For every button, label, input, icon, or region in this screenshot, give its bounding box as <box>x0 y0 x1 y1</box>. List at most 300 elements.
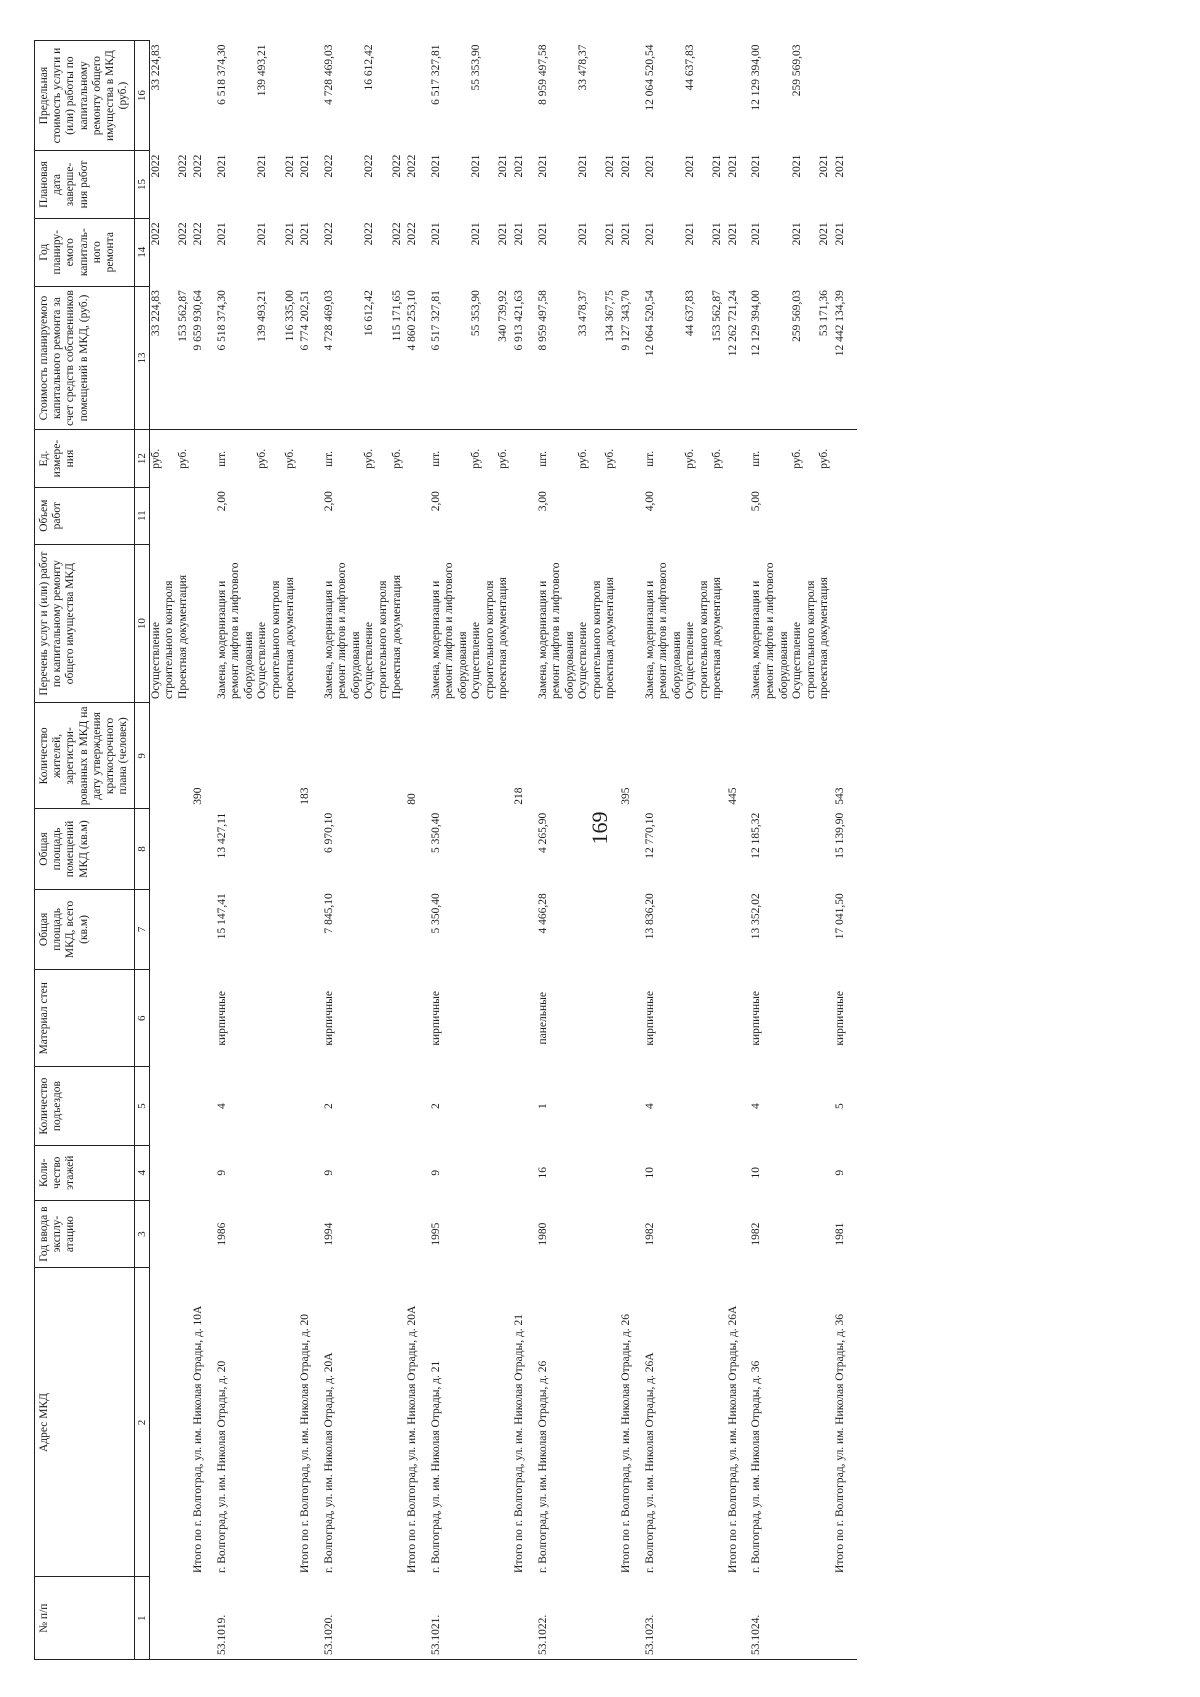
row-number-cell <box>363 1577 390 1660</box>
repair-year-cell: 2021 <box>604 222 617 246</box>
work-type-cell: Замена, модернизация и ремонт лифтов и лифтового оборудования <box>536 562 576 699</box>
work-volume-cell <box>511 487 527 544</box>
work-volume-cell <box>363 487 390 544</box>
header-cell: Количество жителей, зарегистри-рованных в МКД на дату утверждения краткосрочного плана (человек) <box>35 703 135 809</box>
work-type-cell: Проектная документация <box>176 575 189 699</box>
work-volume-cell <box>297 487 313 544</box>
row-number-cell <box>832 1577 848 1660</box>
unit-cell: руб. <box>497 448 510 469</box>
cost-cell: 8 959 497,58 <box>537 286 578 430</box>
year-built-cell <box>511 1200 527 1268</box>
cost-limit-cell <box>618 41 634 151</box>
work-volume-cell: 5,00 <box>750 491 763 512</box>
year-built-cell <box>497 1200 511 1268</box>
unit-cell: руб. <box>818 448 831 469</box>
rooms-area-cell <box>577 809 604 889</box>
floors-cell <box>363 1145 390 1200</box>
entrances-cell: 2 <box>322 1103 335 1109</box>
column-number-row <box>134 41 149 1660</box>
address-cell <box>818 1268 832 1577</box>
work-volume-cell: 2,00 <box>215 491 228 512</box>
cost-limit-cell <box>497 41 511 151</box>
floors-cell: 9 <box>322 1169 335 1176</box>
spacer-row <box>634 41 644 1660</box>
wall-material-cell <box>684 970 711 1067</box>
total-row <box>511 41 527 1660</box>
work-row <box>684 41 711 1660</box>
residents-cell <box>604 703 618 809</box>
cost-cell: 116 335,00 <box>284 286 298 430</box>
work-volume-cell <box>577 487 604 544</box>
unit-cell <box>511 430 527 487</box>
address-cell <box>391 1268 405 1577</box>
wall-material-cell: кирпичные <box>322 991 335 1046</box>
total-area-cell <box>363 889 390 969</box>
work-row <box>177 41 191 1660</box>
work-row <box>577 41 604 1660</box>
total-row <box>190 41 206 1660</box>
address-cell <box>149 1268 177 1577</box>
repair-year-cell: 2021 <box>726 222 739 246</box>
entrances-cell <box>149 1067 177 1145</box>
entrances-cell: 1 <box>536 1103 549 1109</box>
row-number-cell <box>256 1577 283 1660</box>
house-row <box>750 41 791 1660</box>
work-type-cell: проектная документация <box>711 577 724 699</box>
total-area-cell <box>711 889 725 969</box>
residents-cell <box>363 703 390 809</box>
repair-year-cell: 2021 <box>497 222 510 246</box>
total-area-cell <box>577 889 604 969</box>
floors-cell <box>684 1145 711 1200</box>
repair-year-cell: 2021 <box>283 222 296 246</box>
work-type-cell: Замена, модернизация и ремонт лифтов и лифтового оборудования <box>429 562 469 699</box>
row-number-cell <box>618 1577 634 1660</box>
work-row <box>256 41 283 1660</box>
unit-cell: руб. <box>604 448 617 469</box>
cost-limit-cell <box>818 41 832 151</box>
unit-cell: руб. <box>363 448 376 469</box>
residents-cell <box>577 703 604 809</box>
residents-cell <box>644 703 685 809</box>
year-built-cell: 1986 <box>215 1222 228 1246</box>
work-volume-cell <box>177 487 191 544</box>
floors-cell <box>511 1145 527 1200</box>
total-area-cell <box>684 889 711 969</box>
header-cell: Объем работ <box>35 487 135 544</box>
total-row <box>297 41 313 1660</box>
cost-cell: 115 171,65 <box>391 286 405 430</box>
floors-cell <box>284 1145 298 1200</box>
address-cell <box>177 1268 191 1577</box>
wall-material-cell <box>391 970 405 1067</box>
work-type-cell: Проектная документация <box>390 575 403 699</box>
page-number: 169 <box>587 811 612 845</box>
wall-material-cell <box>604 970 618 1067</box>
rooms-area-cell <box>363 809 390 889</box>
end-date-cell: 2021 <box>256 154 269 178</box>
end-date-cell: 2021 <box>750 154 763 178</box>
entrances-cell <box>297 1067 313 1145</box>
cost-cell: 12 262 721,24 <box>725 286 741 430</box>
work-row <box>791 41 818 1660</box>
wall-material-cell <box>177 970 191 1067</box>
repair-year-cell: 2021 <box>643 222 656 246</box>
end-date-cell: 2022 <box>176 154 189 178</box>
row-number-cell <box>297 1577 313 1660</box>
work-volume-cell: 3,00 <box>536 491 549 512</box>
cost-limit-cell: 6 517 327,81 <box>429 44 442 105</box>
work-volume-cell <box>618 487 634 544</box>
total-area-cell: 13 352,02 <box>750 893 763 940</box>
cost-limit-cell <box>297 41 313 151</box>
residents-cell <box>216 703 257 809</box>
entrances-cell <box>577 1067 604 1145</box>
total-area-cell <box>470 889 497 969</box>
repair-year-cell: 2021 <box>791 222 804 246</box>
unit-cell: руб. <box>577 448 590 469</box>
work-type-cell: Осуществление строительного контроля <box>149 580 176 699</box>
work-type-cell: проектная документация <box>283 577 296 699</box>
work-type-cell <box>725 544 741 703</box>
repair-year-cell: 2021 <box>470 222 483 246</box>
total-area-cell: 15 147,41 <box>215 893 228 940</box>
residents-cell: 445 <box>726 787 739 805</box>
rooms-area-cell: 12 770,10 <box>643 812 656 859</box>
residents-cell <box>430 703 471 809</box>
spacer-row <box>740 41 750 1660</box>
header-cell: Год ввода в эксплу-атацию <box>35 1200 135 1268</box>
cost-cell: 9 659 930,64 <box>190 286 206 430</box>
row-number-cell: 53.1023. <box>644 1577 685 1660</box>
floors-cell <box>604 1145 618 1200</box>
wall-material-cell <box>149 970 177 1067</box>
end-date-cell: 2022 <box>406 154 419 178</box>
entrances-cell <box>190 1067 206 1145</box>
total-area-cell <box>177 889 191 969</box>
entrances-cell: 4 <box>215 1103 228 1109</box>
end-date-cell: 2021 <box>818 154 831 178</box>
wall-material-cell: кирпичные <box>643 991 656 1046</box>
unit-cell: шт. <box>536 450 549 467</box>
residents-cell <box>470 703 497 809</box>
year-built-cell: 1994 <box>322 1222 335 1246</box>
work-type-cell: проектная документация <box>497 577 510 699</box>
row-number-cell <box>177 1577 191 1660</box>
end-date-cell: 2021 <box>833 154 846 178</box>
header-cell: Общая площадь помещений МКД (кв.м) <box>35 809 135 889</box>
unit-cell: руб. <box>149 448 162 469</box>
year-built-cell: 1982 <box>643 1222 656 1246</box>
cost-limit-cell <box>604 41 618 151</box>
unit-cell: руб. <box>283 448 296 469</box>
address-cell <box>604 1268 618 1577</box>
column-number: 14 <box>134 218 149 286</box>
entrances-cell <box>177 1067 191 1145</box>
work-type-cell <box>190 544 206 703</box>
wall-material-cell <box>404 970 420 1067</box>
unit-cell: руб. <box>684 448 697 469</box>
end-date-cell: 2021 <box>604 154 617 178</box>
work-type-cell: Осуществление строительного контроля <box>363 580 389 699</box>
header-row <box>35 41 135 1660</box>
work-volume-cell <box>404 487 420 544</box>
total-area-cell <box>497 889 511 969</box>
end-date-cell: 2021 <box>470 154 483 178</box>
total-area-cell <box>404 889 420 969</box>
unit-cell: руб. <box>256 448 269 469</box>
row-number-cell <box>725 1577 741 1660</box>
work-type-cell: Осуществление строительного контроля <box>470 580 496 699</box>
work-row <box>711 41 725 1660</box>
year-built-cell <box>284 1200 298 1268</box>
entrances-cell <box>511 1067 527 1145</box>
unit-cell: руб. <box>791 448 804 469</box>
repair-year-cell: 2022 <box>363 222 376 246</box>
floors-cell <box>256 1145 283 1200</box>
total-area-cell <box>284 889 298 969</box>
work-type-cell <box>832 544 848 703</box>
cost-cell: 6 774 202,51 <box>297 286 313 430</box>
unit-cell: шт. <box>322 450 335 467</box>
header-cell: Общая площадь МКД, всего (кв.м) <box>35 889 135 969</box>
work-volume-cell <box>284 487 298 544</box>
rooms-area-cell: 13 427,11 <box>215 812 228 859</box>
cost-limit-cell: 44 637,83 <box>684 44 697 91</box>
work-row <box>818 41 832 1660</box>
row-number-cell <box>391 1577 405 1660</box>
cost-cell: 16 612,42 <box>363 286 390 430</box>
cost-cell: 33 478,37 <box>577 286 604 430</box>
work-volume-cell <box>791 487 818 544</box>
residents-cell: 218 <box>513 787 526 805</box>
residents-cell <box>818 703 832 809</box>
residents-cell: 395 <box>619 787 632 805</box>
row-number-cell: 53.1021. <box>430 1577 471 1660</box>
header-cell: № п/п <box>35 1577 135 1660</box>
address-cell <box>363 1268 390 1577</box>
entrances-cell <box>791 1067 818 1145</box>
rooms-area-cell <box>470 809 497 889</box>
entrances-cell: 2 <box>429 1103 442 1109</box>
rooms-area-cell: 5 350,40 <box>429 812 442 854</box>
column-number: 9 <box>134 703 149 809</box>
wall-material-cell <box>284 970 298 1067</box>
house-row <box>323 41 364 1660</box>
entrances-cell <box>391 1067 405 1145</box>
residents-cell <box>497 703 511 809</box>
cost-cell: 9 127 343,70 <box>618 286 634 430</box>
residents-cell: 80 <box>406 793 419 805</box>
year-built-cell <box>363 1200 390 1268</box>
spacer-row <box>313 41 323 1660</box>
header-cell: Материал стен <box>35 970 135 1067</box>
year-built-cell <box>818 1200 832 1268</box>
work-volume-cell <box>725 487 741 544</box>
address-cell <box>470 1268 497 1577</box>
work-volume-cell <box>190 487 206 544</box>
column-number: 1 <box>134 1577 149 1660</box>
address-cell: г. Волгоград, ул. им. Николая Отрады, д. 20А <box>322 1352 335 1573</box>
residents-cell <box>791 703 818 809</box>
cost-cell: 12 442 134,39 <box>832 286 848 430</box>
total-row <box>832 41 848 1660</box>
wall-material-cell <box>297 970 313 1067</box>
header-cell: Предельная стоимость услуги и (или) работы по капитальному ремонту общего имущества в МКД (руб.) <box>35 41 135 151</box>
year-built-cell: 1981 <box>833 1222 846 1246</box>
floors-cell <box>149 1145 177 1200</box>
cost-cell: 134 367,75 <box>604 286 618 430</box>
year-built-cell <box>256 1200 283 1268</box>
column-number: 3 <box>134 1200 149 1268</box>
cost-limit-cell <box>391 41 405 151</box>
rooms-area-cell <box>256 809 283 889</box>
address-cell <box>711 1268 725 1577</box>
cost-limit-cell <box>284 41 298 151</box>
unit-cell <box>297 430 313 487</box>
total-row <box>725 41 741 1660</box>
cost-cell: 55 353,90 <box>470 286 497 430</box>
cost-limit-cell: 12 064 520,54 <box>643 44 656 111</box>
floors-cell <box>618 1145 634 1200</box>
entrances-cell <box>604 1067 618 1145</box>
header-cell: Стоимость планируемого капитального ремонта за счет средств собственников помещений в МКД, (руб.) <box>35 286 135 430</box>
spacer-row <box>847 41 857 1660</box>
cost-cell: 53 171,36 <box>818 286 832 430</box>
year-built-cell <box>711 1200 725 1268</box>
house-row <box>644 41 685 1660</box>
cost-limit-cell <box>190 41 206 151</box>
address-cell: Итого по г. Волгоград, ул. им. Николая Отрады, д. 10А <box>192 1305 205 1573</box>
header-cell: Перечень услуг и (или) работ по капитальному ремонту общего имущества МКД <box>35 544 135 703</box>
cost-cell: 12 129 394,00 <box>750 286 791 430</box>
end-date-cell: 2022 <box>363 154 376 178</box>
entrances-cell <box>256 1067 283 1145</box>
cost-cell: 259 569,03 <box>791 286 818 430</box>
total-area-cell <box>511 889 527 969</box>
column-number: 16 <box>134 41 149 151</box>
end-date-cell: 2021 <box>513 154 526 178</box>
floors-cell: 10 <box>643 1167 656 1179</box>
cost-cell: 139 493,21 <box>256 286 283 430</box>
work-type-cell: Осуществление строительного контроля <box>684 580 710 699</box>
year-built-cell <box>190 1200 206 1268</box>
repair-year-cell: 2021 <box>429 222 442 246</box>
entrances-cell <box>684 1067 711 1145</box>
address-cell: Итого по г. Волгоград, ул. им. Николая Отрады, д. 21 <box>513 1313 526 1573</box>
cost-cell: 4 860 253,10 <box>404 286 420 430</box>
column-number: 6 <box>134 970 149 1067</box>
rooms-area-cell <box>711 809 725 889</box>
residents-cell <box>177 703 191 809</box>
work-row <box>149 41 177 1660</box>
entrances-cell <box>363 1067 390 1145</box>
residents-cell: 183 <box>299 787 312 805</box>
unit-cell: шт. <box>215 450 228 467</box>
rooms-area-cell <box>284 809 298 889</box>
year-built-cell <box>177 1200 191 1268</box>
work-volume-cell <box>256 487 283 544</box>
rooms-area-cell <box>149 809 177 889</box>
entrances-cell <box>404 1067 420 1145</box>
column-number: 10 <box>134 544 149 703</box>
rooms-area-cell <box>604 809 618 889</box>
work-type-cell <box>297 544 313 703</box>
total-area-cell <box>297 889 313 969</box>
total-area-cell <box>618 889 634 969</box>
end-date-cell: 2021 <box>726 154 739 178</box>
wall-material-cell: кирпичные <box>750 991 763 1046</box>
repair-year-cell: 2022 <box>149 222 162 246</box>
end-date-cell: 2021 <box>299 154 312 178</box>
repair-year-cell: 2021 <box>299 222 312 246</box>
floors-cell <box>577 1145 604 1200</box>
repair-plan-table <box>34 40 857 1660</box>
rooms-area-cell <box>497 809 511 889</box>
row-number-cell <box>284 1577 298 1660</box>
work-type-cell: Замена, модернизация и ремонт лифтов и лифтового оборудования <box>643 562 683 699</box>
end-date-cell: 2022 <box>192 154 205 178</box>
floors-cell <box>818 1145 832 1200</box>
wall-material-cell <box>511 970 527 1067</box>
work-volume-cell: 4,00 <box>643 491 656 512</box>
cost-limit-cell <box>177 41 191 151</box>
work-type-cell: Замена, модернизация и ремонт лифтов и лифтового оборудования <box>750 562 790 699</box>
rooms-area-cell <box>297 809 313 889</box>
residents-cell <box>391 703 405 809</box>
floors-cell: 10 <box>750 1167 763 1179</box>
end-date-cell: 2021 <box>577 154 590 178</box>
year-built-cell: 1982 <box>750 1222 763 1246</box>
house-row <box>537 41 578 1660</box>
work-type-cell: Осуществление строительного контроля <box>577 580 603 699</box>
column-number: 2 <box>134 1268 149 1577</box>
floors-cell <box>791 1145 818 1200</box>
residents-cell <box>684 703 711 809</box>
rooms-area-cell: 4 265,90 <box>536 812 549 854</box>
wall-material-cell <box>818 970 832 1067</box>
rooms-area-cell <box>818 809 832 889</box>
wall-material-cell <box>256 970 283 1067</box>
cost-cell: 33 224,83 <box>149 286 177 430</box>
cost-limit-cell: 4 728 469,03 <box>322 44 335 105</box>
end-date-cell: 2021 <box>283 154 296 178</box>
wall-material-cell <box>791 970 818 1067</box>
repair-year-cell: 2021 <box>215 222 228 246</box>
wall-material-cell: кирпичные <box>215 991 228 1046</box>
end-date-cell: 2021 <box>619 154 632 178</box>
repair-year-cell: 2021 <box>711 222 724 246</box>
work-row <box>497 41 511 1660</box>
year-built-cell <box>297 1200 313 1268</box>
entrances-cell <box>711 1067 725 1145</box>
residents-cell: 390 <box>192 787 205 805</box>
residents-cell <box>537 703 578 809</box>
entrances-cell: 4 <box>643 1103 656 1109</box>
floors-cell <box>497 1145 511 1200</box>
end-date-cell: 2021 <box>215 154 228 178</box>
work-type-cell: Осуществление строительного контроля <box>791 580 817 699</box>
work-type-cell <box>404 544 420 703</box>
total-area-cell <box>818 889 832 969</box>
floors-cell <box>725 1145 741 1200</box>
address-cell <box>497 1268 511 1577</box>
cost-limit-cell <box>725 41 741 151</box>
end-date-cell: 2021 <box>497 154 510 178</box>
address-cell: г. Волгоград, ул. им. Николая Отрады, д. 20 <box>215 1360 228 1573</box>
end-date-cell: 2021 <box>791 154 804 178</box>
row-number-cell <box>791 1577 818 1660</box>
